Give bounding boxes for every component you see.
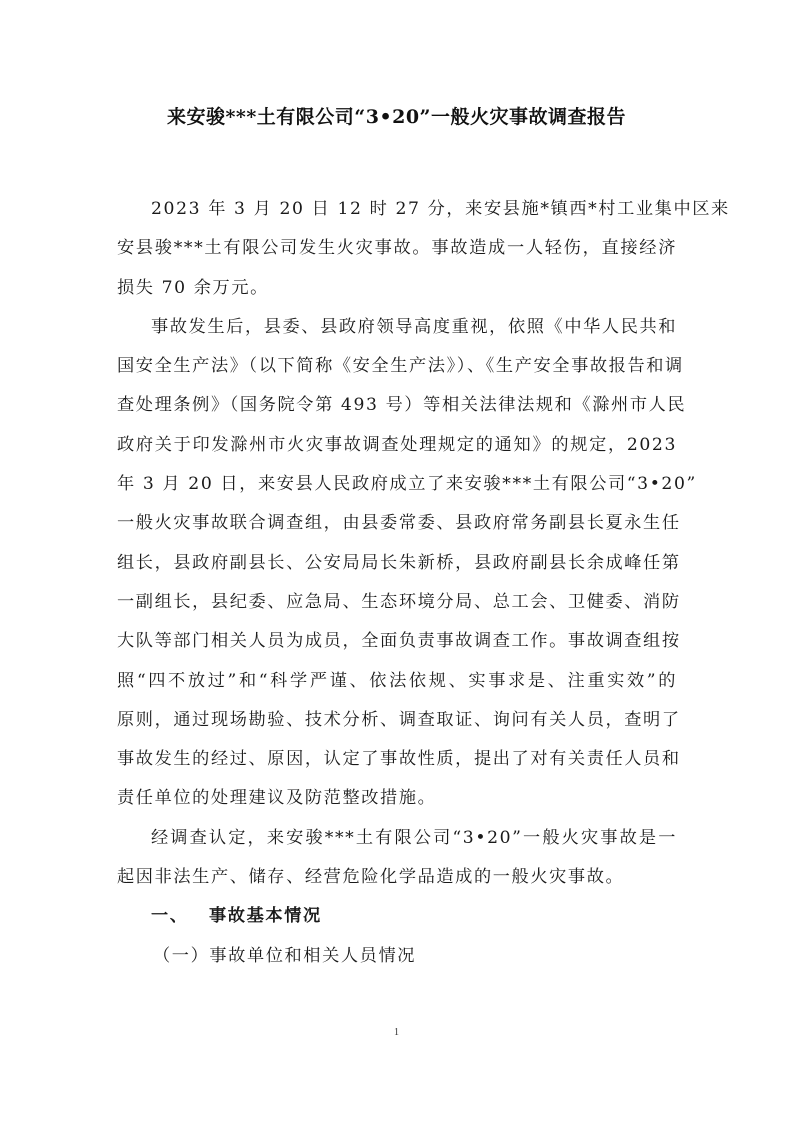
text-line: 2023 年 3 月 20 日 12 时 27 分，来安县施*镇西*村工业集中区来 [151,199,730,219]
text-line: 责任单位的处理建议及防范整改措施。 [117,788,437,809]
page-number: 1 [394,1027,399,1038]
section-number: 一、 [151,906,189,927]
text-line: 政府关于印发滁州市火灾事故调查处理规定的通知》的规定，2023 [117,434,677,455]
text-line: 大队等部门相关人员为成员，全面负责事故调查工作。事故调查组按 [117,631,681,652]
text-line: 照“四不放过”和“科学严谨、依法依规、实事求是、注重实效”的 [117,670,677,691]
text-line: 一般火灾事故联合调查组，由县委常委、县政府常务副县长夏永生任 [117,513,681,534]
section-title: 事故基本情况 [209,906,322,927]
text-line: 事故发生后，县委、县政府领导高度重视，依照《中华人民共和 [151,316,678,337]
paragraph-conclusion [117,819,677,898]
section-heading [117,897,677,936]
text-line: 组长，县政府副县长、公安局局长朱新桥，县政府副县长余成峰任第 [117,552,681,573]
text-line: 年 3 月 20 日，来安县人民政府成立了来安骏***土有限公司“3•20” [117,474,697,495]
text-line: 安县骏***土有限公司发生火灾事故。事故造成一人轻伤，直接经济 [117,238,677,259]
text-line: 事故发生的经过、原因，认定了事故性质，提出了对有关责任人员和 [117,749,681,770]
document-title: 来安骏***土有限公司“3•20”一般火灾事故调查报告 [167,106,626,128]
text-line: 一副组长，县纪委、应急局、生态环境分局、总工会、卫健委、消防 [117,591,681,612]
text-line: 起因非法生产、储存、经营危险化学品造成的一般火灾事故。 [117,867,625,888]
text-line: 经调查认定，来安骏***土有限公司“3•20”一般火灾事故是一 [151,827,677,848]
subsection-heading: （一）事故单位和相关人员情况 [153,945,417,966]
text-line: 国安全生产法》（以下简称《安全生产法》）、《生产安全事故报告和调 [117,356,684,377]
text-line: 损失 70 余万元。 [117,277,269,298]
text-line: 查处理条例》（国务院令第 493 号）等相关法律法规和《滁州市人民 [117,395,687,416]
paragraph-incident-summary [117,190,730,308]
document-body [117,190,730,976]
text-line: 原则，通过现场勘验、技术分析、调查取证、询问有关人员，查明了 [117,709,681,730]
paragraph-investigation-group [117,308,697,819]
